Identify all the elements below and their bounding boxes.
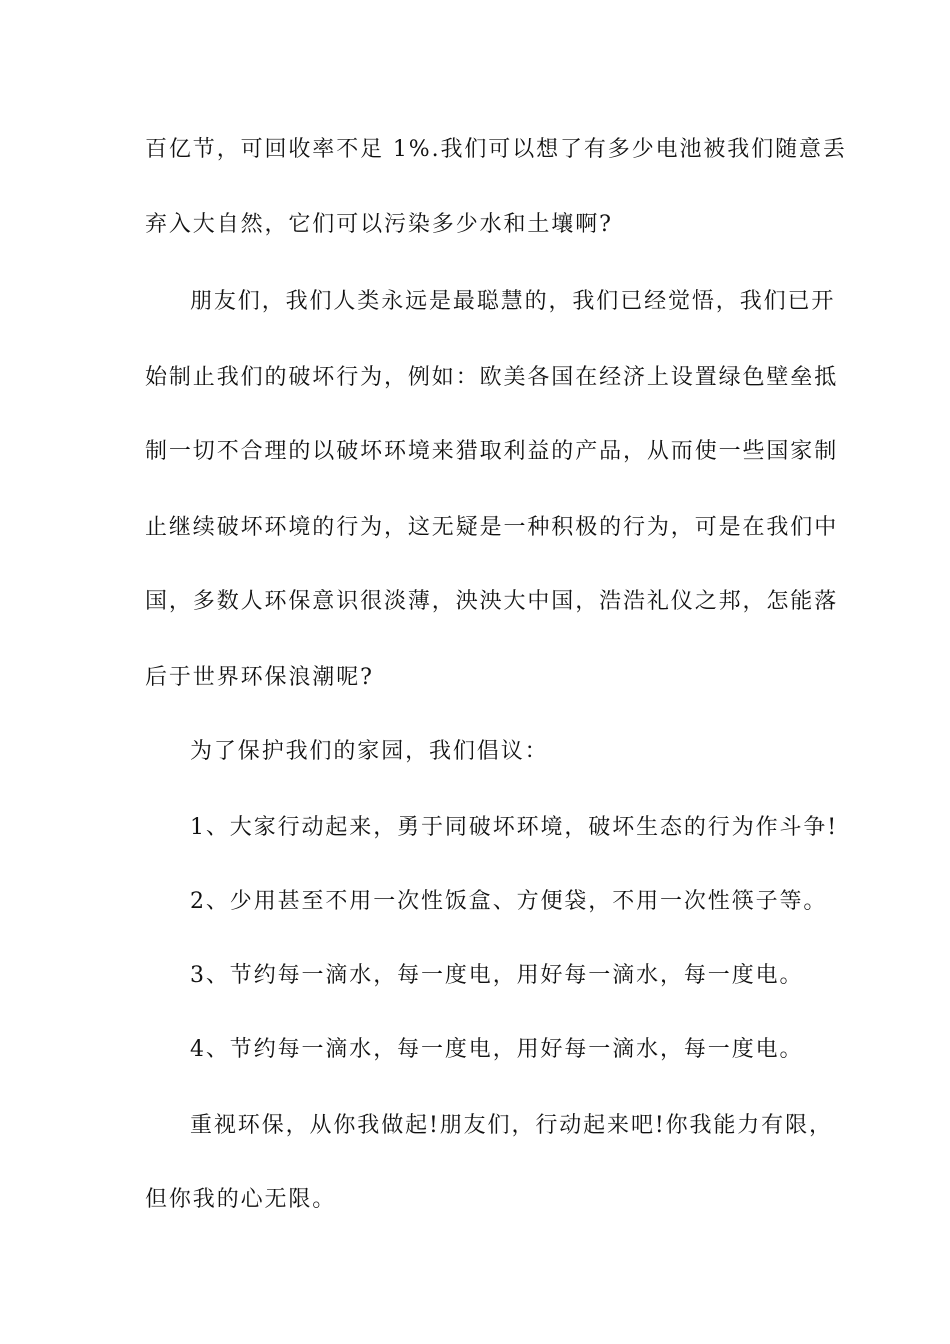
- text-line: 百亿节，可回收率不足 1%.我们可以想了有多少电池被我们随意丢: [145, 137, 847, 162]
- list-item-2: 2、少用甚至不用一次性饭盒、方便袋，不用一次性筷子等。: [190, 889, 828, 914]
- text-line: 国，多数人环保意识很淡薄，泱泱大中国，浩浩礼仪之邦，怎能落: [145, 589, 839, 614]
- text-line: 但你我的心无限。: [145, 1187, 337, 1212]
- text-line: 后于世界环保浪潮呢?: [145, 665, 374, 690]
- list-item-4: 4、节约每一滴水，每一度电，用好每一滴水，每一度电。: [190, 1037, 804, 1062]
- paragraph-start-line: 重视环保，从你我做起!朋友们，行动起来吧!你我能力有限，: [190, 1113, 833, 1138]
- text-line: 止继续破坏环境的行为，这无疑是一种积极的行为，可是在我们中: [145, 515, 839, 540]
- text-line: 制一切不合理的以破坏环境来猎取利益的产品，从而使一些国家制: [145, 439, 839, 464]
- paragraph-start-line: 朋友们，我们人类永远是最聪慧的，我们已经觉悟，我们已开: [190, 289, 836, 314]
- list-item-1: 1、大家行动起来，勇于同破坏环境，破坏生态的行为作斗争!: [190, 815, 839, 840]
- list-item-3: 3、节约每一滴水，每一度电，用好每一滴水，每一度电。: [190, 963, 804, 988]
- text-line: 弃入大自然，它们可以污染多少水和土壤啊?: [145, 212, 613, 237]
- paragraph-start-line: 为了保护我们的家园，我们倡议：: [190, 739, 549, 764]
- text-line: 始制止我们的破坏行为，例如：欧美各国在经济上设置绿色壁垒抵: [145, 365, 839, 390]
